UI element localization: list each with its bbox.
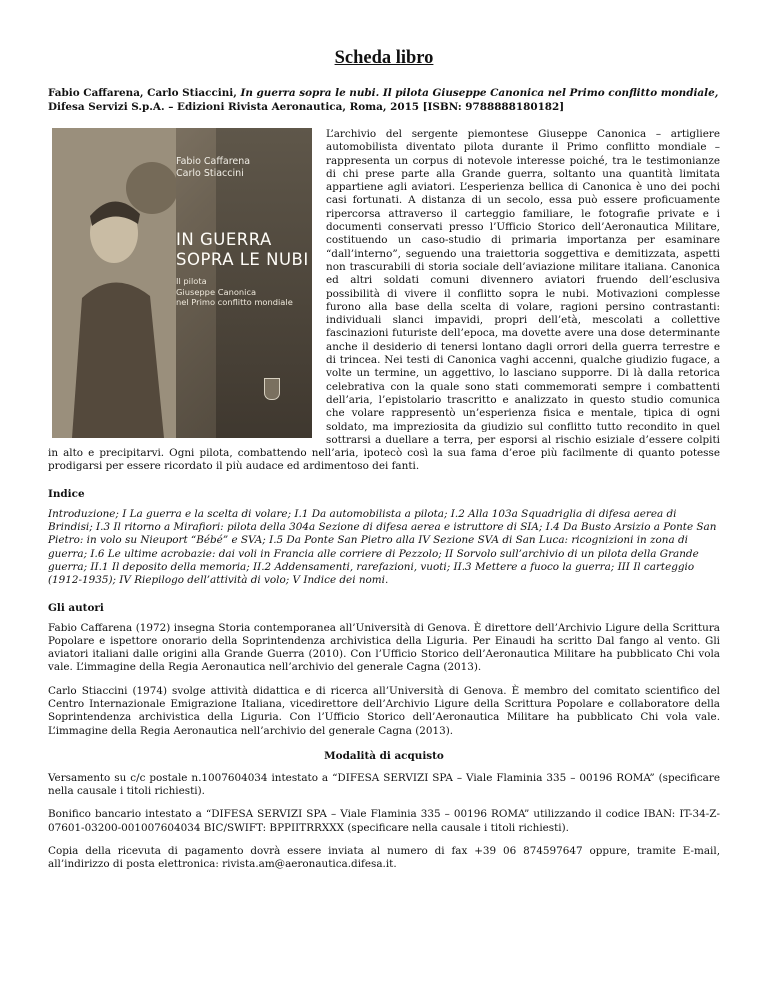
book-authors: Fabio Caffarena, Carlo Stiaccini, [48,87,237,99]
document-page [48,48,720,882]
purchase-heading: Modalità di acquisto [324,749,444,762]
cover-title: IN GUERRA SOPRA LE NUBI [176,230,309,269]
book-publisher: Difesa Servizi S.p.A. – Edizioni Rivista Aeronautica, Roma, 2015 [ISBN: 9788888180182] [48,100,565,113]
bibliographic-reference [48,87,720,114]
book-title: In guerra sopra le nubi. Il pilota Giuseppe Canonica nel Primo conflitto mondiale, [240,87,719,99]
book-cover-image [52,128,312,438]
index-heading: Indice [48,487,85,500]
authors-heading: Gli autori [48,601,104,614]
purchase-postal: Versamento su c/c postale n.1007604034 intestato a “DIFESA SERVIZI SPA – Viale Flaminia 335 – 00196 ROMA” (specificare nella causale i titoli richiesti). [48,771,720,798]
abstract-text: L’archivio del sergente piemontese Giuseppe Canonica – artigliere automobilista diventato pilota durante il Primo conflitto mondiale – rappresenta un corpus di notevole interesse poiché, tra le testimonianze di chi prese parte alla Grande guerra, soltanto una quantità limitata appartiene agli aviatori. L’esperienza bellica di Canonica è uno dei pochi casi fortunati. A distanza di un secolo, essa può essere proficuamente ripercorsa attraverso il carteggio familiare, le fotografie private e i documenti conservati presso l’Ufficio Storico dell’Aeronautica Militare, costituendo un caso-studio di primaria importanza per esaminare “dall’interno”, seguendo una traiettoria soggettiva e demitizzata, aspetti non trascurabili di storia sociale dell’aviazione militare italiana. Canonica ed altri soldati comuni divennero aviatori fruendo dell’esclusiva possibilità di vivere il conflitto sopra le nubi. Motivazioni complesse furono alla base della scelta di volare, ragioni persino contrastanti: individuali slanci impavidi, propri dell’età, mescolati a collettive fascinazioni futuriste dell’epoca, ma dovette avere una dose determinante anche il desiderio di tenersi lontano dagli orrori della guerra terrestre e di trincea. Nei testi di Canonica vaghi accenni, qualche giudizio fugace, a volte un termine, un aggettivo, lo lasciano supporre. Di là dalla retorica celebrativa con la quale sono stati commemorati sempre i combattenti dell’aria, l’epistolario trascritto e analizzato in questo studio comunica che volare rappresentò un’esperienza fisica e mentale, tipica di ogni soldato, ma impreziosita da giudizio sul conflitto tutto recondito in quel sottrarsi a duellare a terra, per esporsi al rischio esiziale d’essere colpiti in alto e precipitarvi. Ogni pilota, combattendo nell’aria, ipotecò così la sua fama d’eroe più facilmente di quanto potesse prodigarsi per essere ricordato il più audace ed ardimentoso dei fanti. [48,128,720,473]
crest-icon [264,378,280,400]
author-bio-caffarena: Fabio Caffarena (1972) insegna Storia contemporanea all’Università di Genova. È direttore dell’Archivio Ligure della Scrittura Popolare e ispettore onorario della Soprintendenza archivistica della Liguria. Per Einaudi ha scritto Dal fango al vento. Gli aviatori italiani dalle origini alla Grande Guerra (2010). Con l’Ufficio Storico dell’Aeronautica Militare ha pubblicato Chi vola vale. L’immagine della Regia Aeronautica nell’archivio del generale Cagna (2013). [48,621,720,674]
cover-authors: Fabio Caffarena Carlo Stiaccini [176,156,251,179]
purchase-bank: Bonifico bancario intestato a “DIFESA SERVIZI SPA – Viale Flaminia 335 – 00196 ROMA” utilizzando il codice IBAN: IT-34-Z-07601-03200-001007604034 BIC/SWIFT: BPPIITRRXXX (specificare nella causale i titoli richiesti). [48,808,720,834]
index-text: Introduzione; I La guerra e la scelta di volare; I.1 Da automobilista a pilota; I.2 Alla 103a Squadriglia di difesa aerea di Brindisi; I.3 Il ritorno a Mirafiori: pilota della 304a Sezione di difesa aerea e istruttore di SIA; I.4 Da Busto Arsizio a Ponte San Pietro: in volo su Nieuport “Bébé” e SVA; I.5 Da Ponte San Pietro alla IV Sezione SVA di San Luca: ricognizioni in zona di guerra; I.6 Le ultime acrobazie: dai voli in Francia alle corriere di Pezzolo; II Sorvolo sull’archivio di un pilota della Grande guerra; II.1 Il deposito della memoria; II.2 Addensamenti, rarefazioni, vuoti; II.3 Mettere a fuoco la guerra; III Il carteggio (1912-1935); IV Riepilogo dell’attività di volo; V Indice dei nomi. [48,507,717,587]
author-bio-stiaccini: Carlo Stiaccini (1974) svolge attività didattica e di ricerca all’Università di Genova. È membro del comitato scientifico del Centro Internazionale Emigrazione Italiana, vicedirettore dell’Archivio Ligure della Scrittura Popolare e collaboratore della Soprintendenza archivistica della Liguria. Con l’Ufficio Storico dell’Aeronautica Militare ha pubblicato Chi vola vale. L’immagine della Regia Aeronautica nell’archivio del generale Cagna (2013). [48,684,720,737]
purchase-receipt: Copia della ricevuta di pagamento dovrà essere inviata al numero di fax +39 06 874597647 oppure, tramite E-mail, all’indirizzo di posta elettronica: rivista.am@aeronautica.difesa.it. [48,845,720,871]
cover-subtitle: Il pilota Giuseppe Canonica nel Primo conflitto mondiale [176,276,293,307]
pilot-photo [52,128,176,438]
page-title: Scheda libro [334,48,434,68]
